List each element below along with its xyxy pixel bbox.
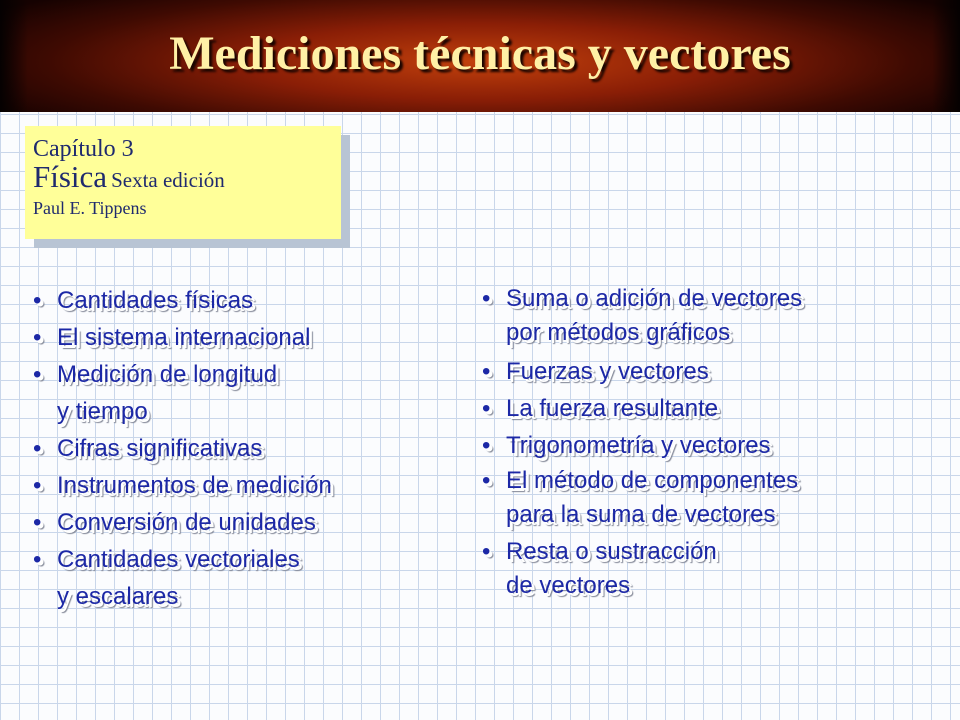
book-title-line [33, 159, 333, 198]
title-banner [0, 0, 960, 112]
topic-text-continued: y escalares [57, 583, 179, 610]
topic-text: El método de componentes [506, 467, 799, 494]
topic-text: Trigonometría y vectores [506, 432, 771, 459]
topic-text: Instrumentos de medición [57, 472, 332, 499]
topic-text: La fuerza resultante [506, 395, 719, 422]
edition-label: Sexta edición [111, 168, 225, 192]
topic-text: El sistema internacional [57, 324, 311, 351]
topic-text: Cifras significativas [57, 435, 263, 462]
topic-item [474, 464, 944, 532]
topic-text: Medición de longitud [57, 361, 278, 388]
topic-text-continued: para la suma de vectores [506, 501, 776, 528]
topic-text: Resta o sustracción [506, 538, 717, 565]
topic-text-continued: de vectores [506, 572, 631, 599]
topic-item [25, 319, 445, 356]
slide-title: Mediciones técnicas y vectores [169, 27, 791, 80]
topic-item [474, 353, 944, 390]
book-info-box [25, 126, 341, 239]
topic-item [25, 356, 445, 430]
topic-text: Suma o adición de vectores [506, 285, 803, 312]
left-topic-list [25, 282, 445, 615]
topic-item [25, 541, 445, 615]
topic-text-continued: por métodos gráficos [506, 319, 731, 346]
topic-text: Cantidades físicas [57, 287, 254, 314]
topic-item [474, 390, 944, 427]
topic-item [474, 535, 944, 603]
author-name: Paul E. Tippens [33, 198, 147, 218]
topic-item [25, 430, 445, 467]
chapter-label: Capítulo 3 [33, 136, 134, 162]
topic-text: Fuerzas y vectores [506, 358, 709, 385]
topic-item [25, 504, 445, 541]
topic-text-continued: y tiempo [57, 398, 148, 425]
topic-text: Conversión de unidades [57, 509, 316, 536]
topic-item [474, 427, 944, 464]
topic-item [25, 282, 445, 319]
topic-item [25, 467, 445, 504]
right-topic-list [474, 282, 944, 606]
book-title: Física [33, 159, 108, 194]
topic-text: Cantidades vectoriales [57, 546, 300, 573]
topic-item [474, 282, 944, 350]
